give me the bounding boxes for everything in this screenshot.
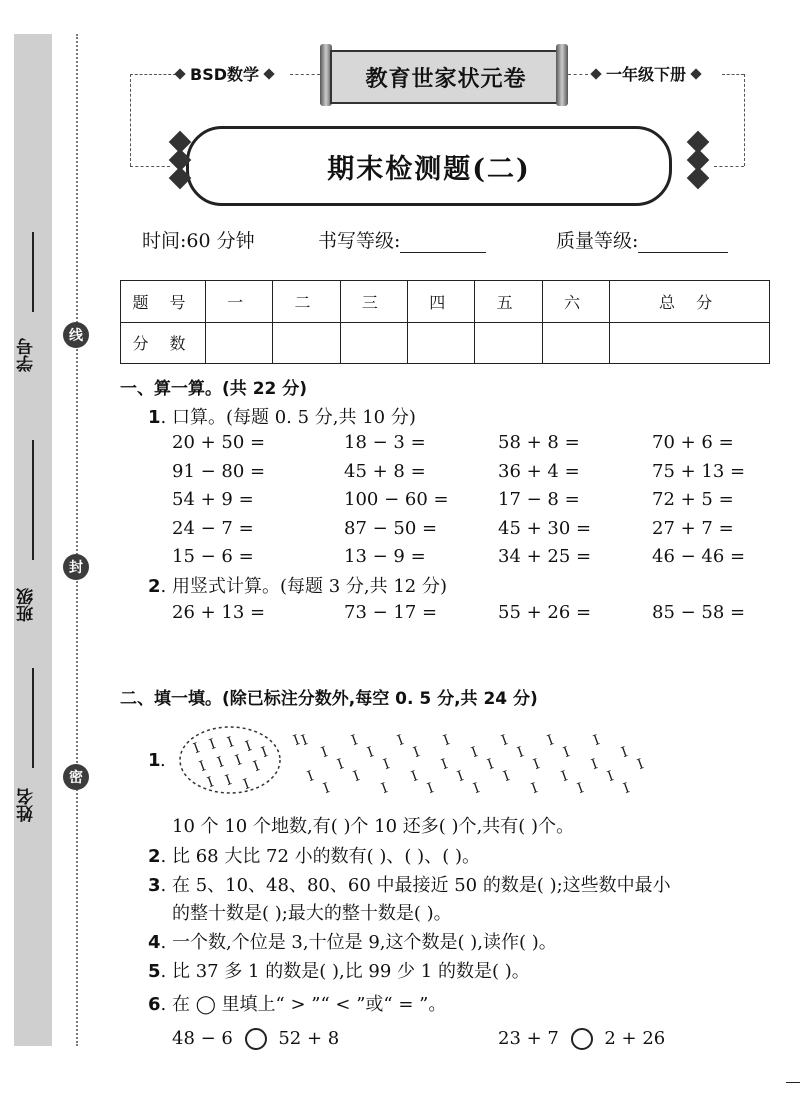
mental-calc: 13 − 9 = <box>344 546 426 567</box>
stick-icon: I <box>335 756 346 774</box>
mental-calc: 46 − 46 = <box>652 546 746 567</box>
vertical-calc: 55 + 26 = <box>498 602 592 623</box>
table-row <box>121 281 770 323</box>
stick-icon: I <box>299 732 310 750</box>
frame-dash <box>130 74 176 75</box>
grade-label <box>592 62 700 85</box>
mental-calc: 24 − 7 = <box>172 517 254 539</box>
diamond-icon <box>687 167 710 190</box>
stick-icon: I <box>635 756 646 774</box>
diamond-icon <box>174 68 185 79</box>
stick-icon: I <box>591 732 602 750</box>
writing-grade-label: 书写等级: <box>318 230 401 252</box>
mental-calc: 91 − 80 = <box>172 460 266 482</box>
mental-calc: 36 + 4 = <box>498 460 580 482</box>
question-2-6 <box>148 990 446 1016</box>
table-header-cell: 二 <box>273 281 340 323</box>
compare-left <box>172 1028 339 1050</box>
question-1-2 <box>148 572 447 598</box>
mental-calc: 17 − 8 = <box>498 489 580 510</box>
stick-icon: I <box>439 756 450 774</box>
frame-dash <box>714 166 744 167</box>
series-title: 教育世家状元卷 <box>330 50 562 104</box>
stick-icon: I <box>545 732 556 750</box>
compare-circle[interactable] <box>245 1028 267 1050</box>
frame-dash <box>290 74 320 75</box>
stick-icon: I <box>205 774 216 792</box>
mental-calc: 20 + 50 = <box>172 432 266 453</box>
question-number: 4 <box>148 932 161 953</box>
table-header-cell: 总 分 <box>610 281 770 323</box>
question-1-1 <box>148 403 416 429</box>
score-cell[interactable] <box>475 322 542 364</box>
stick-icon: I <box>605 768 616 786</box>
frame-dash <box>722 74 744 75</box>
stick-icon: I <box>215 754 226 772</box>
stick-icon: I <box>529 780 540 798</box>
mental-calc: 72 + 5 = <box>652 489 734 510</box>
score-cell[interactable] <box>542 322 609 364</box>
frame-dash <box>130 166 170 167</box>
question-text: . 用竖式计算。(每题 3 分,共 12 分) <box>160 576 447 597</box>
question-2-1-text: 10 个 10 个地数,有( )个 10 还多( )个,共有( )个。 <box>172 816 575 837</box>
question-number: 2 <box>148 846 161 867</box>
score-cell[interactable] <box>610 322 770 364</box>
subject-label <box>176 62 273 85</box>
stick-icon: I <box>349 732 360 750</box>
stick-icon: I <box>561 744 572 762</box>
sticks-illustration <box>176 718 666 802</box>
quality-grade-field[interactable] <box>638 232 728 253</box>
stick-icon: I <box>471 780 482 798</box>
stick-icon: I <box>191 740 202 758</box>
vertical-calc: 85 − 58 = <box>652 602 746 623</box>
stick-icon: I <box>499 732 510 750</box>
table-header-cell: 五 <box>475 281 542 323</box>
question-dot: . <box>160 750 166 771</box>
question-text: . 在 5、10、48、80、60 中最接近 50 的数是( );这些数中最小 <box>160 875 671 896</box>
scroll-rod-right <box>556 44 568 106</box>
stick-icon: I <box>559 768 570 786</box>
stick-icon: I <box>441 732 452 750</box>
stick-icon: I <box>621 780 632 798</box>
stick-icon: I <box>531 756 542 774</box>
mental-calc: 45 + 30 = <box>498 517 592 539</box>
table-header-cell: 六 <box>542 281 609 323</box>
score-cell[interactable] <box>273 322 340 364</box>
question-2-2 <box>148 842 480 868</box>
question-2-5 <box>148 957 530 983</box>
stick-icon: I <box>241 776 252 794</box>
quality-grade <box>556 226 728 253</box>
question-text: . 比 68 大比 72 小的数有( )、( )、( )。 <box>160 846 480 867</box>
compare-expr: 48 − 6 <box>172 1028 233 1049</box>
name-label: 姓名 <box>17 788 37 822</box>
exam-title: 期末检测题(二) <box>186 126 672 206</box>
question-number: 2 <box>148 576 161 597</box>
frame-dash <box>568 74 588 75</box>
stick-icon: I <box>223 772 234 790</box>
mental-calc: 75 + 13 = <box>652 460 746 482</box>
mental-calc: 45 + 8 = <box>344 460 426 482</box>
seal-seal: 封 <box>63 554 89 580</box>
score-label-cell: 分 数 <box>121 322 206 364</box>
question-text: . 比 37 多 1 的数是( ),比 99 少 1 的数是( )。 <box>160 961 530 982</box>
question-text: . 在 ◯ 里填上“ > ”“ < ”或“ = ”。 <box>160 994 447 1015</box>
quality-grade-label: 质量等级: <box>556 230 639 252</box>
compare-right <box>498 1028 665 1050</box>
writing-grade <box>318 226 486 253</box>
page-corner-mark <box>786 1082 800 1083</box>
frame-dash <box>744 74 745 166</box>
stick-icon: I <box>233 752 244 770</box>
mental-calc: 27 + 7 = <box>652 517 734 539</box>
compare-circle[interactable] <box>571 1028 593 1050</box>
series-scroll <box>320 44 568 106</box>
stick-icon: I <box>321 780 332 798</box>
seal-secret: 密 <box>63 764 89 790</box>
table-header-cell: 题 号 <box>121 281 206 323</box>
time-info: 时间:60 分钟 <box>142 230 255 252</box>
question-text: . 口算。(每题 0. 5 分,共 10 分) <box>160 407 416 428</box>
mental-calc: 15 − 6 = <box>172 546 254 567</box>
stick-icon: I <box>619 744 630 762</box>
table-row <box>121 322 770 364</box>
stick-icon: I <box>425 780 436 798</box>
mental-calc: 70 + 6 = <box>652 432 734 453</box>
section-2-title: 二、填一填。(除已标注分数外,每空 0. 5 分,共 24 分) <box>120 689 538 709</box>
stick-icon: I <box>365 744 376 762</box>
stick-icon: I <box>259 744 270 762</box>
name-line <box>32 668 34 768</box>
stick-icon: I <box>305 768 316 786</box>
stick-icon: I <box>411 744 422 762</box>
class-label: 班级 <box>17 588 37 622</box>
grade-text: 一年级下册 <box>606 65 687 84</box>
question-2-3 <box>148 871 671 897</box>
question-text: . 一个数,个位是 3,十位是 9,这个数是( ),读作( )。 <box>160 932 557 953</box>
score-cell[interactable] <box>408 322 475 364</box>
stick-icon: I <box>207 736 218 754</box>
score-table <box>120 280 770 364</box>
diamond-icon <box>590 68 601 79</box>
student-id-label: 学号 <box>17 338 37 372</box>
mental-calc: 34 + 25 = <box>498 546 592 567</box>
question-number: 1 <box>148 750 161 771</box>
stick-icon: I <box>197 758 208 776</box>
stick-icon: I <box>379 780 390 798</box>
subject-text: BSD数学 <box>190 65 260 84</box>
diamond-icon <box>690 68 701 79</box>
stick-icon: I <box>225 734 236 752</box>
stick-icon: I <box>455 768 466 786</box>
stick-icon: I <box>589 756 600 774</box>
sticks-group <box>191 732 646 797</box>
question-number: 1 <box>148 407 161 428</box>
table-header-cell: 一 <box>206 281 273 323</box>
table-header-cell: 三 <box>340 281 407 323</box>
question-2-3-cont: 的整十数是( );最大的整十数是( )。 <box>172 903 452 924</box>
frame-dash <box>130 74 131 166</box>
mental-calc: 87 − 50 = <box>344 517 438 539</box>
stick-icon: I <box>243 738 254 756</box>
stick-icon: I <box>381 756 392 774</box>
stick-icon: I <box>251 758 262 776</box>
mental-calc: 100 − 60 = <box>344 489 449 510</box>
stick-icon: I <box>291 732 302 750</box>
score-cell[interactable] <box>340 322 407 364</box>
score-cell[interactable] <box>206 322 273 364</box>
student-id-line <box>32 232 34 312</box>
stick-icon: I <box>485 756 496 774</box>
vertical-calc: 73 − 17 = <box>344 602 438 623</box>
question-number: 5 <box>148 961 161 982</box>
cut-line <box>76 34 78 1046</box>
question-2-4 <box>148 928 557 954</box>
stick-icon: I <box>395 732 406 750</box>
stick-icon: I <box>469 744 480 762</box>
section-1-title: 一、算一算。(共 22 分) <box>120 379 308 399</box>
stick-icon: I <box>501 768 512 786</box>
table-header-cell: 四 <box>408 281 475 323</box>
question-number: 3 <box>148 875 161 896</box>
class-line <box>32 440 34 560</box>
writing-grade-field[interactable] <box>400 232 486 253</box>
mental-calc: 18 − 3 = <box>344 432 426 453</box>
compare-expr: 2 + 26 <box>604 1028 666 1049</box>
stick-icon: I <box>319 744 330 762</box>
diamond-icon <box>263 68 274 79</box>
compare-expr: 23 + 7 <box>498 1028 559 1049</box>
stick-icon: I <box>515 744 526 762</box>
seal-line: 线 <box>63 322 89 348</box>
stick-icon: I <box>409 768 420 786</box>
question-number: 6 <box>148 994 161 1015</box>
stick-icon: I <box>575 780 586 798</box>
vertical-calc: 26 + 13 = <box>172 602 266 623</box>
mental-calc: 58 + 8 = <box>498 432 580 453</box>
stick-icon: I <box>351 768 362 786</box>
compare-expr: 52 + 8 <box>278 1028 340 1049</box>
mental-calc: 54 + 9 = <box>172 489 254 510</box>
